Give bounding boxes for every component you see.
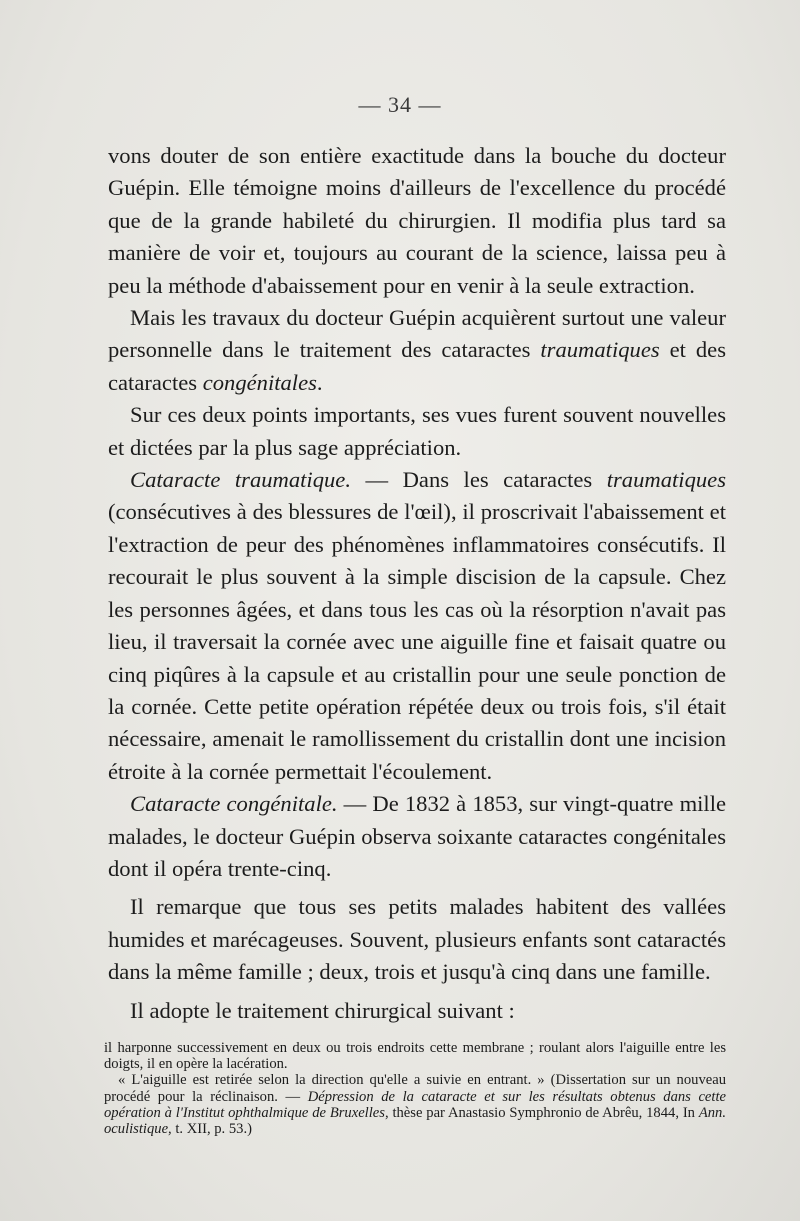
italic-term: traumatiques	[606, 467, 726, 493]
italic-title: Dépression de la cataracte et sur les résultats obtenus dans cette opération à l'Institut ophthalmique de Bruxelles	[104, 1088, 726, 1121]
footnote-paragraph: « L'aiguille est retirée selon la direction qu'elle a suivie en entrant. » (Dissertation sur un nouveau procédé pour la réclinaison. — Dépression de la cataracte et sur les résultats obtenus dans cette opération à l'Institut ophthalmique de Bruxelles, thèse par Anastasio Symphronio de Abrêu, 1844, In Ann. oculistique, t. XII, p. 53.)	[104, 1072, 726, 1138]
paragraph: Il adopte le traitement chirurgical suivant :	[130, 997, 515, 1023]
section-heading: Cataracte traumatique.	[130, 467, 351, 493]
footnote	[104, 1040, 726, 1137]
page-number: — 34 —	[358, 92, 442, 117]
italic-term: traumatiques	[540, 337, 660, 363]
italic-title: Ann. oculistique	[104, 1104, 726, 1138]
paragraph: Cataracte traumatique. — Dans les cataractes traumatiques (consécutives à des blessures de l'œil), il proscrivait l'abaissement et l'extraction de peur des phénomènes inflammatoires consécutifs. Il recourait le plus souvent à la simple discision de la capsule. Chez les personnes âgées, et dans tous les cas où la résorption n'avait pas lieu, il traversait la cornée avec une aiguille fine et faisait quatre ou cinq piqûres à la capsule et au cristallin pour une seule ponction de la cornée. Cette petite opération répétée deux ou trois fois, s'il était nécessaire, amenait le ramollissement du cristallin dont une incision étroite à la cornée permettait l'écoulement.	[108, 467, 726, 784]
paragraph: Il remarque que tous ses petits malades habitent des vallées humides et marécageuses. Souvent, plusieurs enfants sont cataractés dans la même famille ; deux, trois et jusqu'à cinq dans une famille.	[108, 894, 726, 985]
paragraph: Mais les travaux du docteur Guépin acquièrent surtout une valeur personnelle dans le traitement des cataractes traumatiques et des cataractes congénitales.	[108, 305, 726, 395]
main-text	[108, 140, 726, 1027]
paragraph: Cataracte congénitale. — De 1832 à 1853, sur vingt-quatre mille malades, le docteur Guépin observa soixante cataractes congénitales dont il opéra trente-cinq.	[108, 791, 726, 881]
footnote-paragraph: il harponne successivement en deux ou trois endroits cette membrane ; roulant alors l'aiguille entre les doigts, il en opère la lacération.	[104, 1040, 726, 1073]
paragraph: vons douter de son entière exactitude dans la bouche du docteur Guépin. Elle témoigne moins d'ailleurs de l'excellence du procédé que de la grande habileté du chirurgien. Il modifia plus tard sa manière de voir et, toujours au courant de la science, laissa peu à peu la méthode d'abaissement pour en venir à la seule extraction.	[108, 143, 726, 298]
section-heading: Cataracte congénitale.	[130, 791, 338, 817]
italic-term: congénitales	[202, 369, 317, 395]
paragraph: Sur ces deux points importants, ses vues furent souvent nouvelles et dictées par la plus sage appréciation.	[108, 402, 726, 460]
